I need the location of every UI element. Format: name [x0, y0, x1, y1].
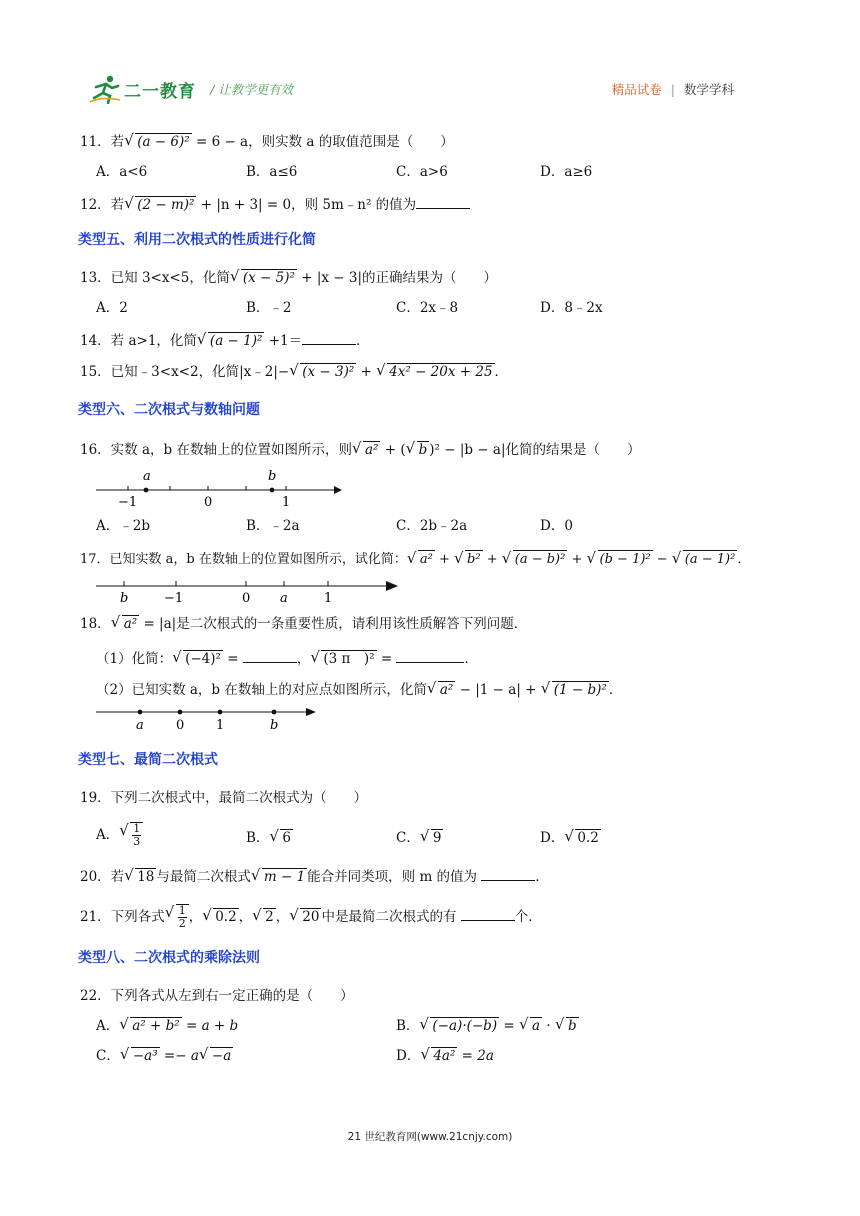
option-label: B． — [246, 830, 270, 846]
sqrt — [173, 649, 223, 669]
q11-option-a: A．a<6 — [96, 164, 148, 180]
q21-prefix: 21．下列各式 — [80, 909, 165, 925]
logo-name: 二一教育 — [124, 81, 196, 102]
radicand: a² — [364, 442, 379, 458]
sqrt — [125, 195, 196, 215]
comma: ， — [238, 909, 253, 925]
question-16 — [80, 440, 641, 460]
question-14 — [80, 330, 370, 351]
axis-arrow-icon — [306, 708, 316, 716]
radicand: 0.2 — [215, 909, 237, 925]
comma: ， — [296, 651, 311, 667]
header-separator: | — [670, 81, 675, 97]
radicand: −a³ — [132, 1048, 158, 1064]
label-a: a — [280, 591, 288, 604]
radicand: (2 − m)² — [137, 197, 195, 213]
q15-prefix: 15．已知﹣3<x<2，化简|x﹣2|− — [80, 364, 290, 380]
sqrt — [311, 649, 376, 669]
q13-option-b: B．﹣2 — [246, 300, 292, 316]
q20-end: ． — [535, 869, 549, 885]
q18-p1-end: ． — [464, 651, 478, 667]
question-11 — [80, 132, 454, 152]
sqrt — [120, 822, 143, 848]
label-one: 1 — [324, 591, 333, 604]
radicand: (b − 1)² — [599, 552, 651, 567]
sqrt — [270, 828, 293, 848]
q11-prefix: 11．若 — [80, 134, 125, 150]
question-18 — [80, 614, 527, 634]
sqrt — [673, 550, 738, 570]
q20-mid: 与最简二次根式 — [156, 869, 251, 885]
sqrt — [588, 550, 653, 570]
sqrt — [120, 1016, 181, 1036]
number-line-q17 — [94, 574, 404, 604]
question-20 — [80, 866, 549, 887]
q19-option-c — [396, 828, 443, 848]
radicand: m − 1 — [263, 869, 306, 885]
equals-sign: = — [499, 1018, 520, 1034]
point-one — [218, 710, 223, 715]
sqrt — [421, 828, 444, 848]
q11-option-b: B．a≤6 — [246, 164, 298, 180]
radicand: 6 — [282, 830, 292, 846]
sqrt — [112, 614, 139, 634]
radicand: a² — [439, 682, 454, 698]
point-b — [272, 710, 277, 715]
q16-mid: + ( — [380, 442, 406, 458]
label-a: a — [143, 469, 151, 484]
denominator: 2 — [178, 917, 186, 930]
section-title-8: 类型八、二次根式的乘除法则 — [78, 950, 260, 966]
question-18-part-1 — [96, 648, 478, 669]
label-zero: 0 — [176, 718, 185, 732]
answer-blank[interactable] — [481, 866, 535, 881]
radicand: 20 — [302, 909, 320, 925]
label-one: 1 — [216, 718, 225, 732]
option-label: C． — [396, 830, 420, 846]
q11-option-c: C．a>6 — [396, 164, 448, 180]
fraction — [178, 905, 187, 930]
sqrt — [420, 1016, 499, 1036]
answer-blank[interactable] — [243, 648, 297, 663]
radicand: (1 − b)² — [553, 682, 607, 698]
q19-option-b — [246, 828, 293, 848]
sqrt — [428, 680, 455, 700]
label-b: b — [120, 591, 129, 604]
option-label: B． — [396, 1018, 420, 1034]
radicand: (a − 1)² — [684, 552, 736, 567]
q22-option-b — [396, 1016, 579, 1036]
sqrt — [200, 1046, 233, 1066]
q22-option-a — [96, 1016, 238, 1036]
page-header — [0, 0, 860, 110]
comma: ， — [275, 909, 290, 925]
option-label: A． — [96, 1018, 120, 1034]
sqrt — [252, 867, 307, 887]
q15-mid: + — [356, 364, 377, 380]
sqrt — [455, 550, 483, 570]
sqrt — [542, 680, 609, 700]
radicand: b — [567, 1018, 577, 1034]
q13-suffix: + |x − 3|的正确结果为（ ） — [296, 270, 498, 286]
q16-prefix: 16．实数 a，b 在数轴上的位置如图所示，则 — [80, 442, 352, 458]
question-22: 22．下列各式从左到右一定正确的是（ ） — [80, 988, 354, 1004]
sqrt — [421, 1046, 457, 1066]
q12-suffix: + |n + 3| = 0，则 5m﹣n² 的值为 — [196, 197, 417, 213]
q22-option-c — [96, 1046, 233, 1066]
option-label: D． — [396, 1048, 421, 1064]
radicand: 18 — [137, 869, 155, 885]
sqrt — [166, 904, 189, 930]
label-zero: 0 — [242, 591, 251, 604]
q15-end: ． — [494, 364, 509, 380]
q13-option-a: A．2 — [96, 300, 128, 316]
sqrt — [231, 268, 297, 288]
sqrt — [407, 440, 430, 460]
q18-p2-prefix: （2）已知实数 a，b 在数轴上的对应点如图所示，化简 — [96, 682, 427, 698]
numerator: √ 1 — [133, 822, 141, 835]
answer-blank[interactable] — [396, 648, 464, 663]
sqrt — [290, 907, 321, 927]
radicand: (a − b)² — [514, 552, 566, 567]
option-label: C． — [96, 1048, 120, 1064]
q19-option-d — [540, 828, 601, 848]
q16-option-a: A．﹣2b — [96, 518, 150, 534]
point-b — [270, 488, 275, 493]
radicand: (−4)² — [185, 651, 221, 667]
radicand: (x − 5)² — [242, 270, 295, 286]
radicand: a² — [419, 552, 433, 567]
q20-suffix: 能合并同类项，则 m 的值为 — [307, 869, 482, 885]
point-zero — [178, 710, 183, 715]
option-mid: =− a — [159, 1048, 199, 1064]
sqrt — [125, 867, 156, 887]
radicand: a — [532, 1018, 541, 1034]
q21-suffix: 中是最简二次根式的有 — [321, 909, 461, 925]
equals-sign: = — [376, 651, 397, 667]
question-12 — [80, 194, 470, 215]
sqrt — [125, 132, 191, 152]
q18-suffix: = |a|是二次根式的一条重要性质，请利用该性质解答下列问题． — [139, 616, 528, 632]
plus-sign: + — [482, 552, 502, 567]
radicand: (a − 6)² — [137, 134, 190, 150]
answer-blank[interactable] — [302, 330, 356, 345]
q20-prefix: 20．若 — [80, 869, 125, 885]
question-18-part-2 — [96, 680, 622, 700]
radicand: b — [418, 442, 428, 458]
sqrt — [556, 1016, 579, 1036]
q17-end: ． — [737, 552, 751, 567]
sqrt — [408, 550, 435, 570]
sqrt — [565, 828, 600, 848]
q18-p2-end: ． — [608, 682, 623, 698]
radicand: 0.2 — [577, 830, 599, 846]
sqrt — [353, 440, 380, 460]
q11-option-d: D．a≥6 — [540, 164, 593, 180]
radicand: 4x² − 20x + 25 — [389, 364, 493, 380]
q13-prefix: 13．已知 3<x<5，化简 — [80, 270, 230, 286]
q22-option-d — [396, 1046, 494, 1066]
radicand: b² — [467, 552, 481, 567]
sqrt — [253, 907, 276, 927]
point-a — [144, 488, 149, 493]
q19-option-a — [96, 822, 143, 848]
radicand: 4a² — [433, 1048, 456, 1064]
radicand: 9 — [432, 830, 442, 846]
radicand: (−a)·(−b) — [432, 1018, 498, 1034]
option-rest: = a + b — [181, 1018, 239, 1034]
option-label: D． — [540, 830, 565, 846]
number-line-q18 — [94, 702, 324, 732]
label-m1: −1 — [118, 495, 138, 508]
label-m1: −1 — [164, 591, 184, 604]
q13-option-c: C．2x﹣8 — [396, 300, 459, 316]
q16-suffix: )² − |b − a|化简的结果是（ ） — [429, 442, 641, 458]
radicand: (x − 3)² — [302, 364, 355, 380]
q18-prefix: 18． — [80, 616, 111, 632]
q17-prefix: 17．已知实数 a，b 在数轴上的位置如图所示，试化简： — [80, 552, 407, 567]
q16-option-d: D．0 — [540, 518, 573, 534]
radicand: a² + b² — [132, 1018, 180, 1034]
dot-sign: · — [542, 1018, 555, 1034]
q21-end: 个． — [514, 909, 542, 925]
radicand: (a − 1)² — [209, 333, 263, 349]
axis-arrow-icon — [386, 581, 398, 591]
numerator: √ 1 — [178, 904, 186, 917]
header-right — [612, 80, 734, 98]
comma: ， — [188, 909, 203, 925]
number-line-q16 — [94, 466, 344, 508]
logo — [88, 74, 293, 104]
sqrt — [198, 331, 264, 351]
radicand: a² — [123, 616, 138, 632]
label-a: a — [136, 718, 144, 732]
radicand: 2 — [265, 909, 274, 925]
minus-sign: − — [652, 552, 672, 567]
axis-arrow-icon — [334, 486, 342, 494]
equals-sign: = — [222, 651, 243, 667]
denominator: 3 — [133, 835, 141, 848]
sqrt — [203, 907, 238, 927]
option-rest: = 2a — [457, 1048, 494, 1064]
q16-option-b: B．﹣2a — [246, 518, 300, 534]
q16-option-c: C．2b﹣2a — [396, 518, 468, 534]
radicand: (3 π )² — [323, 651, 375, 667]
question-17 — [80, 550, 750, 570]
header-subject: 数学学科 — [683, 82, 734, 97]
q12-prefix: 12．若 — [80, 197, 125, 213]
sqrt — [121, 1046, 160, 1066]
fraction — [132, 823, 141, 848]
section-title-5: 类型五、利用二次根式的性质进行化简 — [78, 232, 316, 248]
q14-suffix: +1＝ — [264, 333, 303, 349]
q14-end: ． — [356, 333, 370, 349]
label-b: b — [270, 718, 279, 732]
header-tag: 精品试卷 — [611, 82, 662, 97]
sqrt — [377, 362, 494, 382]
page-footer: 21 世纪教育网(www.21cnjy.com) — [347, 1131, 513, 1143]
plus-sign: + — [434, 552, 455, 567]
runner-logo-icon — [88, 74, 122, 104]
sqrt — [503, 550, 568, 570]
answer-blank[interactable] — [461, 906, 515, 921]
section-title-6: 类型六、二次根式与数轴问题 — [78, 402, 260, 418]
answer-blank[interactable] — [416, 194, 470, 209]
question-21 — [80, 904, 542, 930]
option-label: A． — [96, 827, 120, 843]
label-b: b — [268, 469, 277, 484]
section-title-7: 类型七、最简二次根式 — [78, 752, 218, 768]
label-zero: 0 — [204, 495, 213, 508]
question-15 — [80, 362, 508, 382]
question-13 — [80, 268, 497, 288]
q18-p2-mid: − |1 − a| + — [455, 682, 541, 698]
q13-option-d: D．8﹣2x — [540, 300, 603, 316]
sqrt — [520, 1016, 542, 1036]
q14-prefix: 14．若 a>1，化简 — [80, 333, 197, 349]
point-a — [138, 710, 143, 715]
q11-suffix: = 6 − a，则实数 a 的取值范围是（ ） — [191, 134, 454, 150]
q18-p1-prefix: （1）化简： — [96, 651, 173, 667]
question-19: 19．下列二次根式中，最简二次根式为（ ） — [80, 790, 368, 806]
sqrt — [290, 362, 356, 382]
plus-sign: + — [567, 552, 587, 567]
radicand: −a — [211, 1048, 232, 1064]
label-one: 1 — [282, 495, 291, 508]
logo-slogan: / 让教学更有效 — [210, 82, 294, 97]
